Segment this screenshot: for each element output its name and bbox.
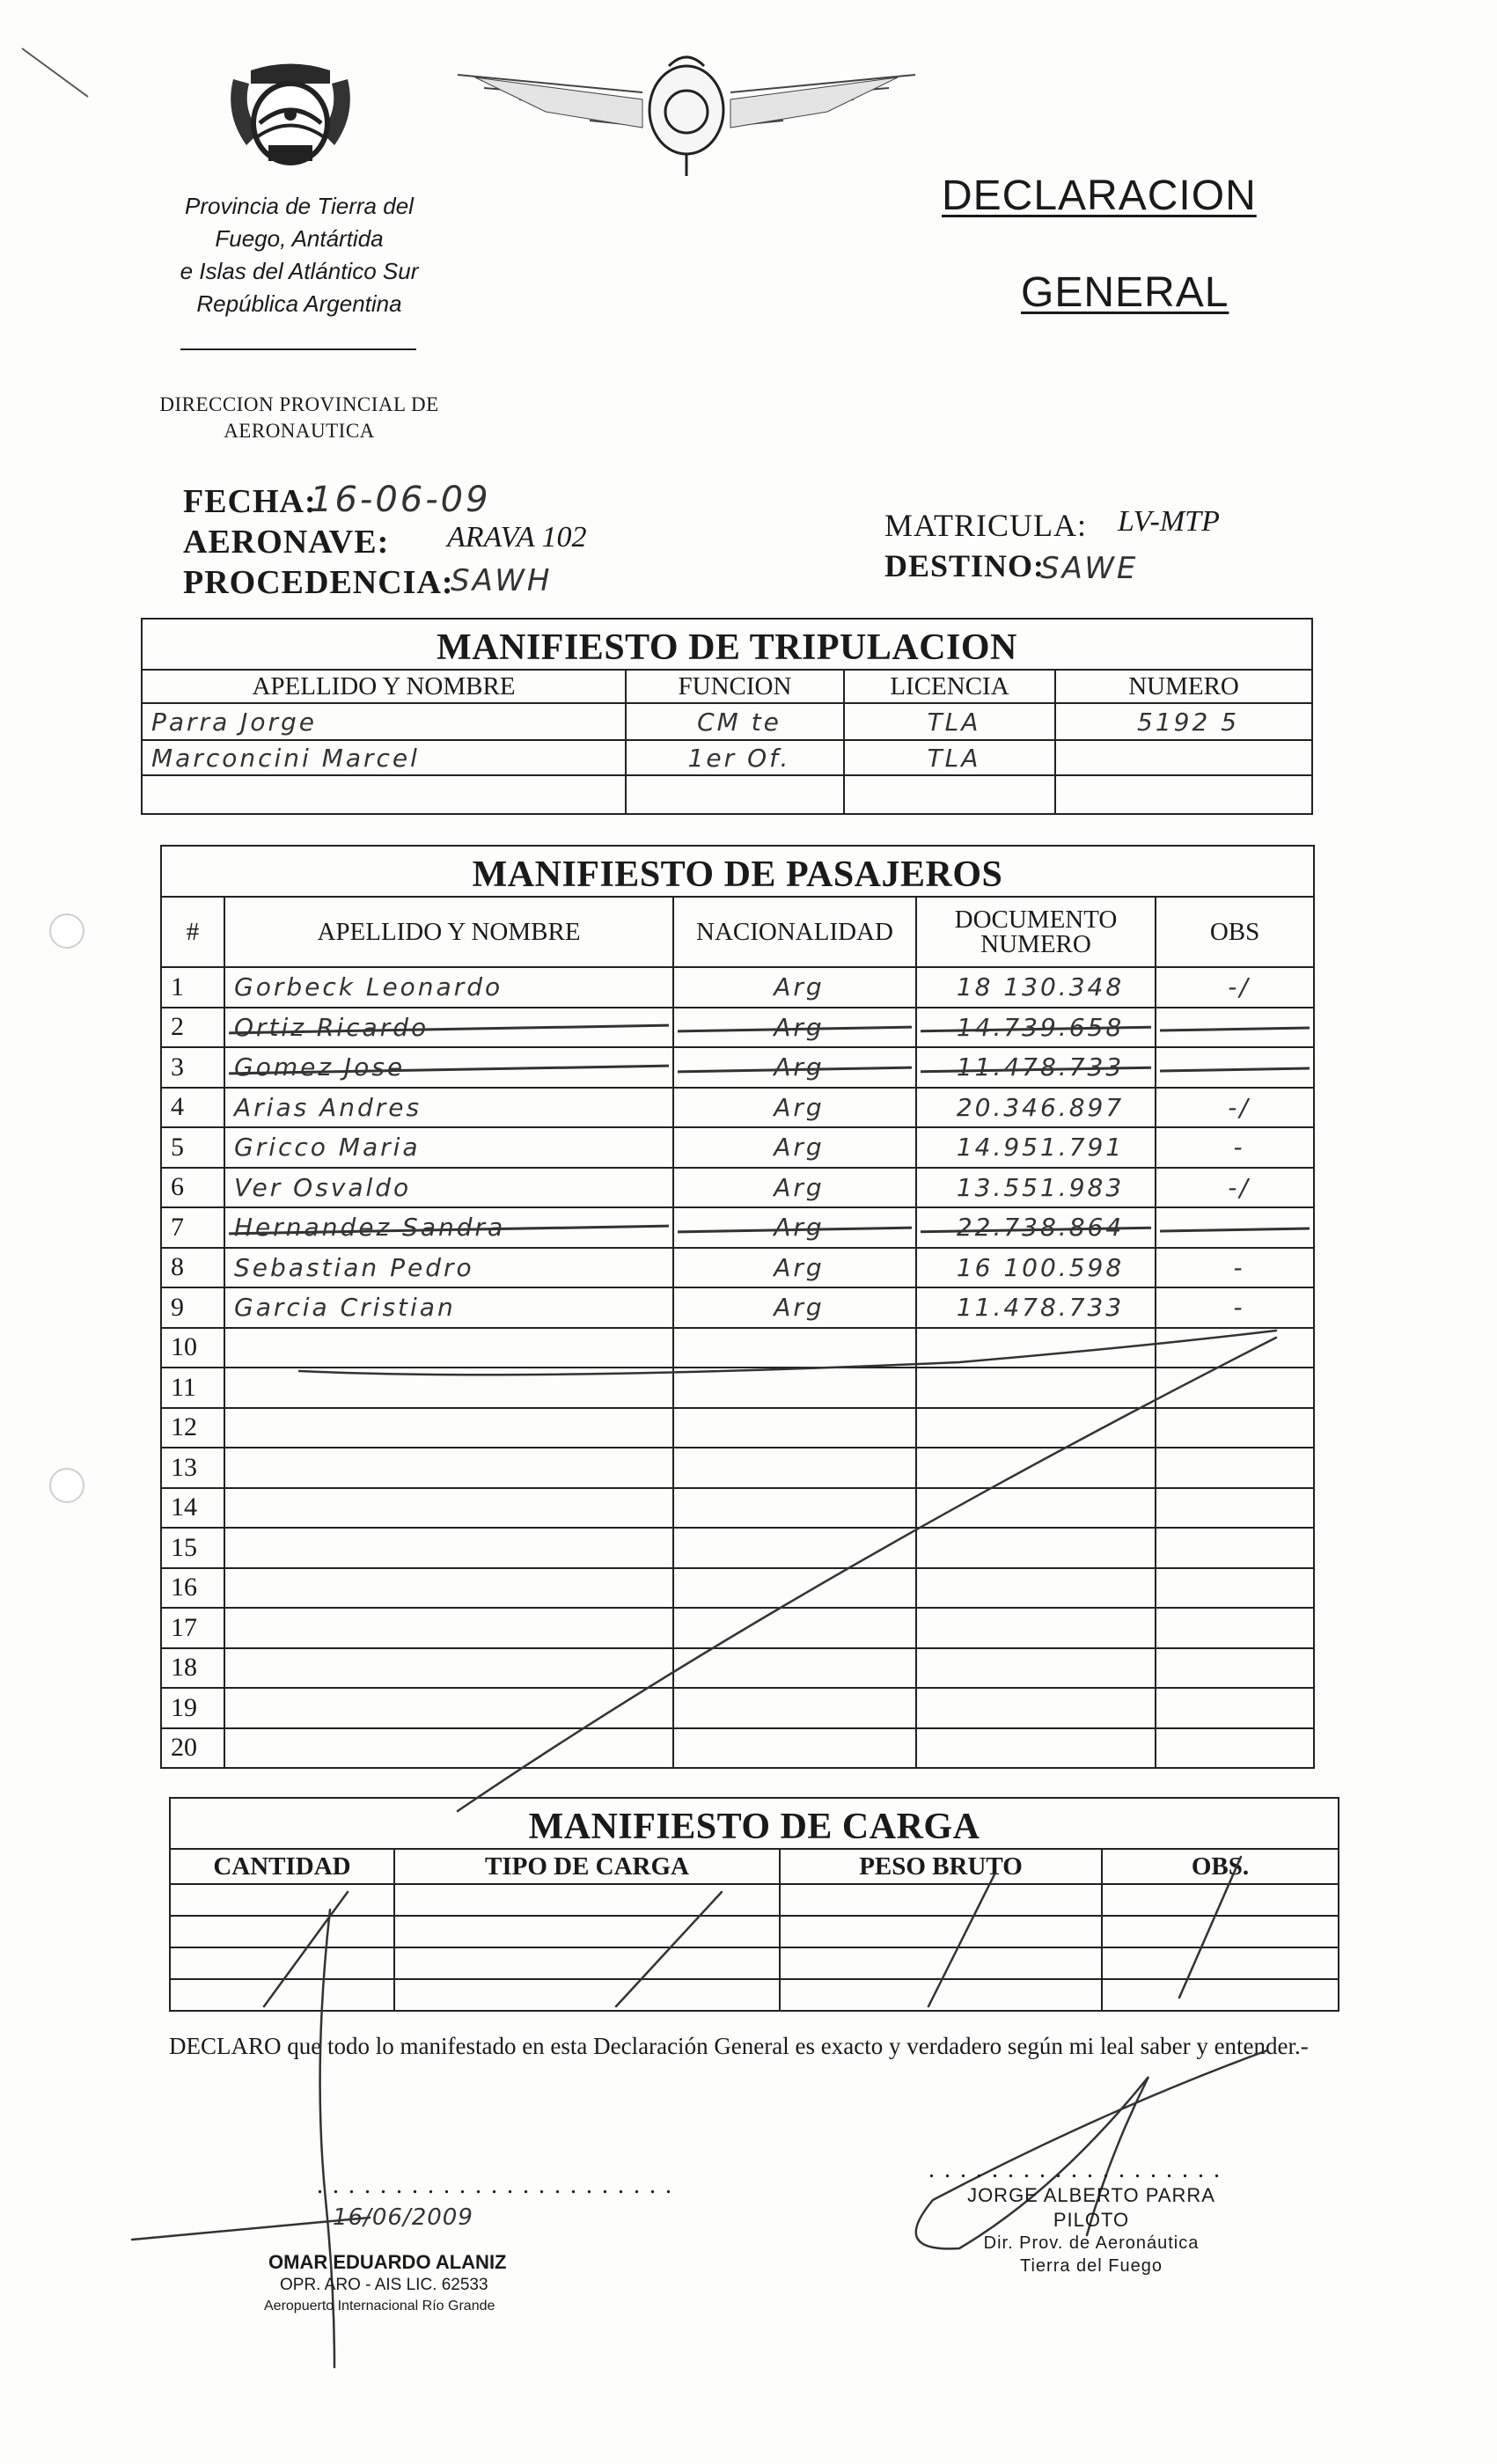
pax-obs-cell (1156, 1688, 1314, 1728)
pax-nationality-cell (673, 1728, 916, 1769)
pax-name-cell (224, 1568, 673, 1609)
right-signer-org: Dir. Prov. de Aeronáutica (983, 2233, 1200, 2253)
pax-nationality-cell (673, 1608, 916, 1648)
left-signature-date: 16/06/2009 (333, 2204, 473, 2231)
province-underline (180, 348, 416, 350)
pax-obs-cell: - (1156, 1127, 1314, 1168)
pax-nationality-cell (673, 1528, 916, 1568)
crew-numero-cell: 5192 5 (1055, 703, 1312, 740)
cargo-cell (780, 1979, 1102, 2011)
pax-name-cell (224, 1368, 673, 1408)
pax-document-cell (916, 1568, 1156, 1609)
pax-obs-cell (1156, 1328, 1314, 1368)
crew-name-cell (142, 775, 626, 814)
crew-numero-cell (1055, 775, 1312, 814)
pax-name-cell (224, 1688, 673, 1728)
pax-name-cell: Ver Osvaldo (224, 1168, 673, 1208)
pax-row-number: 7 (161, 1207, 224, 1248)
cargo-cell (170, 1884, 394, 1916)
crew-name-cell: Parra Jorge (142, 703, 626, 740)
direccion-line: DIRECCION PROVINCIAL DE (159, 393, 439, 415)
aeronave-label: AERONAVE: (183, 524, 390, 561)
right-signer-region: Tierra del Fuego (1020, 2256, 1163, 2276)
cargo-col-obs: OBS. (1102, 1849, 1339, 1884)
crew-manifest-table (141, 618, 1313, 815)
cargo-cell (780, 1884, 1102, 1916)
pax-row-number: 6 (161, 1168, 224, 1208)
passenger-title: MANIFIESTO DE PASAJEROS (161, 846, 1314, 897)
pax-row-number: 20 (161, 1728, 224, 1769)
left-signature-dotline: . . . . . . . . . . . . . . . . . . . . . . . (317, 2172, 673, 2199)
table-row (161, 1047, 1314, 1088)
table-row (161, 1287, 1314, 1328)
direccion-label (132, 392, 466, 444)
pax-name-cell (224, 1328, 673, 1368)
table-row (161, 1368, 1314, 1408)
pax-row-number: 13 (161, 1448, 224, 1488)
cargo-cell (394, 1916, 780, 1947)
pax-nationality-cell (673, 1688, 916, 1728)
province-line: Fuego, Antártida (215, 225, 384, 252)
pax-name-cell (224, 1448, 673, 1488)
pax-nationality-cell (673, 1648, 916, 1689)
pax-name-cell (224, 1488, 673, 1529)
pax-document-cell (916, 1648, 1156, 1689)
crew-title: MANIFIESTO DE TRIPULACION (142, 619, 1312, 670)
pax-name-cell: Gricco Maria (224, 1127, 673, 1168)
pax-obs-cell (1156, 1728, 1314, 1769)
pax-document-cell: 11.478.733 (916, 1287, 1156, 1328)
table-row (142, 703, 1312, 740)
table-row (161, 1688, 1314, 1728)
pax-row-number: 16 (161, 1568, 224, 1609)
pax-nationality-cell: Arg (673, 1248, 916, 1288)
destino-value: SAWE (1040, 551, 1139, 586)
pax-nationality-cell (673, 1328, 916, 1368)
pax-obs-cell: -/ (1156, 1168, 1314, 1208)
cargo-cell (1102, 1947, 1339, 1979)
cargo-cell (394, 1884, 780, 1916)
procedencia-label: PROCEDENCIA: (183, 564, 454, 601)
pax-obs-cell (1156, 1008, 1314, 1048)
pax-nationality-cell: Arg (673, 1207, 916, 1248)
pax-obs-cell (1156, 1047, 1314, 1088)
table-row (161, 1648, 1314, 1689)
pax-document-cell (916, 1688, 1156, 1728)
pax-row-number: 19 (161, 1688, 224, 1728)
pax-obs-cell (1156, 1408, 1314, 1448)
right-signature-dotline: . . . . . . . . . . . . . . . . . . . (928, 2156, 1222, 2183)
cargo-cell (394, 1979, 780, 2011)
cargo-col-peso: PESO BRUTO (780, 1849, 1102, 1884)
right-signer-title: PILOTO (1053, 2209, 1130, 2231)
table-row (170, 1947, 1339, 1979)
crew-name-cell: Marconcini Marcel (142, 740, 626, 775)
crew-col-numero: NUMERO (1055, 670, 1312, 703)
table-row (161, 1528, 1314, 1568)
pax-row-number: 1 (161, 967, 224, 1008)
pax-col-nationality: NACIONALIDAD (673, 897, 916, 967)
table-row (161, 1408, 1314, 1448)
pax-document-cell (916, 1328, 1156, 1368)
left-signer-org: Aeropuerto Internacional Río Grande (264, 2299, 495, 2314)
pax-row-number: 14 (161, 1488, 224, 1529)
pax-document-cell (916, 1368, 1156, 1408)
punch-hole-bottom (49, 1468, 84, 1503)
pax-document-cell (916, 1528, 1156, 1568)
right-signer-name: JORGE ALBERTO PARRA (967, 2184, 1215, 2206)
pax-col-document-line1: DOCUMENTO (954, 906, 1118, 934)
destino-label: DESTINO: (884, 548, 1046, 583)
pax-name-cell (224, 1408, 673, 1448)
pax-row-number: 10 (161, 1328, 224, 1368)
pax-document-cell (916, 1488, 1156, 1529)
pax-obs-cell: -/ (1156, 967, 1314, 1008)
pax-row-number: 5 (161, 1127, 224, 1168)
pax-document-cell (916, 1448, 1156, 1488)
pax-col-document-line2: NUMERO (980, 930, 1091, 958)
table-row (161, 1568, 1314, 1609)
pax-nationality-cell: Arg (673, 1127, 916, 1168)
crew-funcion-cell (626, 775, 844, 814)
pax-nationality-cell: Arg (673, 1047, 916, 1088)
passenger-manifest-table (160, 845, 1315, 1769)
province-line: República Argentina (196, 290, 402, 317)
cargo-cell (170, 1916, 394, 1947)
fecha-label: FECHA: (183, 483, 317, 520)
matricula-label: MATRICULA: (884, 508, 1088, 543)
pax-name-cell: Gomez Jose (224, 1047, 673, 1088)
pax-row-number: 2 (161, 1008, 224, 1048)
aviation-wings-icon (440, 48, 933, 180)
table-row (161, 1728, 1314, 1769)
cargo-cell (780, 1916, 1102, 1947)
pax-row-number: 17 (161, 1608, 224, 1648)
table-row (161, 1328, 1314, 1368)
cargo-col-tipo: TIPO DE CARGA (394, 1849, 780, 1884)
scan-mark (18, 44, 97, 106)
pax-col-document (916, 897, 1156, 967)
matricula-value: LV-MTP (1118, 505, 1220, 538)
pax-obs-cell (1156, 1448, 1314, 1488)
pax-name-cell (224, 1528, 673, 1568)
pax-name-cell (224, 1608, 673, 1648)
pax-row-number: 4 (161, 1088, 224, 1128)
province-name (132, 190, 466, 320)
pax-col-obs: OBS (1156, 897, 1314, 967)
pax-document-cell: 22.738.864 (916, 1207, 1156, 1248)
cargo-cell (1102, 1884, 1339, 1916)
table-row (142, 775, 1312, 814)
crew-licencia-cell (844, 775, 1055, 814)
pax-name-cell: Arias Andres (224, 1088, 673, 1128)
pax-nationality-cell (673, 1408, 916, 1448)
pax-document-cell: 11.478.733 (916, 1047, 1156, 1088)
table-row (161, 1127, 1314, 1168)
cargo-manifest-table (169, 1797, 1339, 2012)
table-row (161, 1088, 1314, 1128)
doc-title-line1: DECLARACION (942, 172, 1257, 219)
pax-obs-cell: -/ (1156, 1088, 1314, 1128)
pax-row-number: 8 (161, 1248, 224, 1288)
pax-name-cell: Garcia Cristian (224, 1287, 673, 1328)
pax-document-cell: 20.346.897 (916, 1088, 1156, 1128)
cargo-cell (170, 1979, 394, 2011)
crew-funcion-cell: 1er Of. (626, 740, 844, 775)
pax-nationality-cell (673, 1488, 916, 1529)
pax-obs-cell (1156, 1207, 1314, 1248)
pax-obs-cell (1156, 1568, 1314, 1609)
pax-row-number: 11 (161, 1368, 224, 1408)
pax-name-cell (224, 1648, 673, 1689)
pax-document-cell: 14.739.658 (916, 1008, 1156, 1048)
pax-obs-cell (1156, 1368, 1314, 1408)
table-row (161, 1008, 1314, 1048)
pax-nationality-cell (673, 1568, 916, 1609)
province-emblem-icon (224, 62, 356, 176)
pax-document-cell: 13.551.983 (916, 1168, 1156, 1208)
pax-document-cell: 18 130.348 (916, 967, 1156, 1008)
pax-document-cell: 14.951.791 (916, 1127, 1156, 1168)
table-row (142, 740, 1312, 775)
pax-obs-cell (1156, 1608, 1314, 1648)
pax-document-cell: 16 100.598 (916, 1248, 1156, 1288)
cargo-cell (170, 1947, 394, 1979)
table-row (161, 1207, 1314, 1248)
pax-col-name: APELLIDO Y NOMBRE (224, 897, 673, 967)
crew-licencia-cell: TLA (844, 703, 1055, 740)
cargo-col-cantidad: CANTIDAD (170, 1849, 394, 1884)
crew-col-funcion: FUNCION (626, 670, 844, 703)
cargo-cell (1102, 1979, 1339, 2011)
punch-hole-top (49, 913, 84, 949)
pax-name-cell: Hernandez Sandra (224, 1207, 673, 1248)
declaration-text: DECLARO que todo lo manifestado en esta Declaración General es exacto y verdadero según mi leal saber y entender.- (169, 2033, 1309, 2059)
pax-name-cell: Sebastian Pedro (224, 1248, 673, 1288)
province-line: Provincia de Tierra del (185, 193, 414, 219)
crew-numero-cell (1055, 740, 1312, 775)
pax-obs-cell (1156, 1488, 1314, 1529)
pax-row-number: 12 (161, 1408, 224, 1448)
left-signer-name: OMAR EDUARDO ALANIZ (268, 2251, 507, 2273)
table-row (161, 1168, 1314, 1208)
pax-nationality-cell: Arg (673, 1088, 916, 1128)
table-row (161, 967, 1314, 1008)
pax-row-number: 18 (161, 1648, 224, 1689)
table-row (170, 1884, 1339, 1916)
table-row (161, 1488, 1314, 1529)
province-line: e Islas del Atlántico Sur (180, 258, 419, 284)
doc-title-line2: GENERAL (1021, 269, 1229, 316)
pax-obs-cell: - (1156, 1287, 1314, 1328)
pax-nationality-cell: Arg (673, 1287, 916, 1328)
cargo-cell (394, 1947, 780, 1979)
pax-row-number: 3 (161, 1047, 224, 1088)
cargo-cell (1102, 1916, 1339, 1947)
pax-nationality-cell: Arg (673, 1008, 916, 1048)
procedencia-value: SAWH (451, 563, 553, 598)
crew-col-name: APELLIDO Y NOMBRE (142, 670, 626, 703)
table-row (161, 1448, 1314, 1488)
crew-funcion-cell: CM te (626, 703, 844, 740)
pax-name-cell: Ortiz Ricardo (224, 1008, 673, 1048)
crew-licencia-cell: TLA (844, 740, 1055, 775)
table-row (170, 1979, 1339, 2011)
cargo-title: MANIFIESTO DE CARGA (170, 1798, 1339, 1849)
aeronave-value: ARAVA 102 (447, 521, 587, 554)
pax-nationality-cell: Arg (673, 1168, 916, 1208)
pax-row-number: 15 (161, 1528, 224, 1568)
pax-nationality-cell: Arg (673, 967, 916, 1008)
pax-document-cell (916, 1728, 1156, 1769)
direccion-line: AERONAUTICA (224, 420, 375, 442)
pax-name-cell (224, 1728, 673, 1769)
table-row (161, 1608, 1314, 1648)
table-row (161, 1248, 1314, 1288)
left-signer-title: OPR. ARO - AIS LIC. 62533 (280, 2276, 488, 2294)
pax-obs-cell (1156, 1528, 1314, 1568)
fecha-value: 16-06-09 (310, 480, 491, 520)
pax-obs-cell: - (1156, 1248, 1314, 1288)
pax-obs-cell (1156, 1648, 1314, 1689)
pax-col-number: # (161, 897, 224, 967)
pax-nationality-cell (673, 1368, 916, 1408)
pax-row-number: 9 (161, 1287, 224, 1328)
pax-document-cell (916, 1608, 1156, 1648)
crew-col-licencia: LICENCIA (844, 670, 1055, 703)
pax-document-cell (916, 1408, 1156, 1448)
table-row (170, 1916, 1339, 1947)
pax-nationality-cell (673, 1448, 916, 1488)
pax-name-cell: Gorbeck Leonardo (224, 967, 673, 1008)
cargo-cell (780, 1947, 1102, 1979)
